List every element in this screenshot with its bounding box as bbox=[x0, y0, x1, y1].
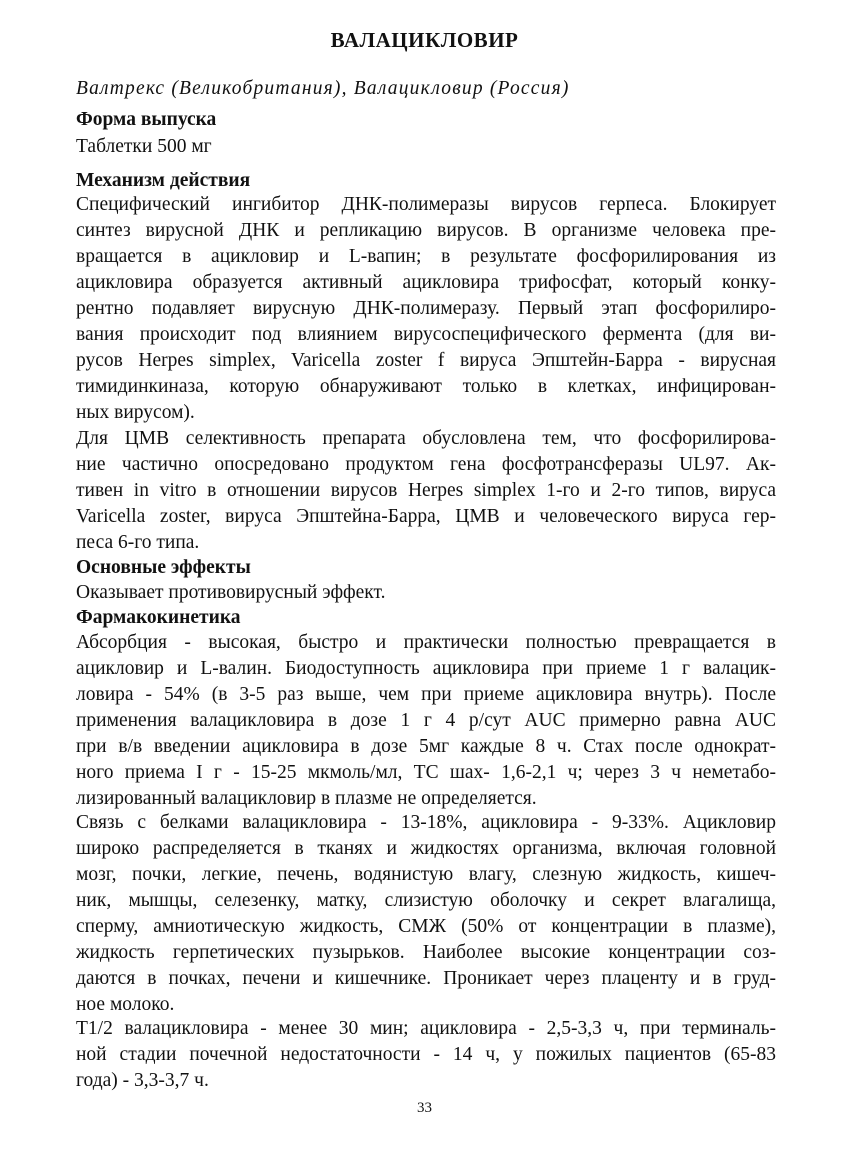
cmv-line: ние частично опосредовано продуктом гена фосфотрансферазы UL97. Ак- bbox=[76, 454, 776, 475]
pk-line: широко распределяется в тканях и жидкостях организма, включая головной bbox=[76, 838, 776, 859]
mechanism-line: синтез вирусной ДНК и репликацию вирусов. В организме человека пре- bbox=[76, 220, 776, 241]
mechanism-line: тимидинкиназа, которую обнаруживают только в клетках, инфицирован- bbox=[76, 376, 776, 397]
pk-line: жидкость герпетических пузырьков. Наиболее высокие концентрации соз- bbox=[76, 942, 776, 963]
cmv-line: песа 6-го типа. bbox=[76, 532, 200, 553]
pk-line: мозг, почки, легкие, печень, водянистую влагу, слезную жидкость, кишеч- bbox=[76, 864, 776, 885]
pharmacokinetics-heading: Фармакокинетика bbox=[76, 607, 241, 628]
mechanism-line: ных вирусом). bbox=[76, 402, 195, 423]
pk-line: ное молоко. bbox=[76, 994, 175, 1015]
effects-heading: Основные эффекты bbox=[76, 557, 251, 578]
pk-line: ацикловир и L-валин. Биодоступность ацикловира при приеме 1 г валацик- bbox=[76, 658, 776, 679]
pk-line: ной стадии почечной недостаточности - 14 ч, у пожилых пациентов (65-83 bbox=[76, 1044, 776, 1065]
pk-line: Т1/2 валацикловира - менее 30 мин; ацикловира - 2,5-3,3 ч, при терминаль- bbox=[76, 1018, 776, 1039]
cmv-line: Varicella zoster, вируса Эпштейна-Барра, ЦМВ и человеческого вируса гер- bbox=[76, 506, 776, 527]
pk-line: лизированный валацикловир в плазме не определяется. bbox=[76, 788, 537, 809]
pk-line: ловира - 54% (в 3-5 раз выше, чем при приеме ацикловира внутрь). После bbox=[76, 684, 776, 705]
pk-line: применения валацикловира в дозе 1 г 4 р/сут AUC примерно равна AUC bbox=[76, 710, 776, 731]
effects-text: Оказывает противовирусный эффект. bbox=[76, 582, 386, 603]
mechanism-line: ацикловира образуется активный ацикловира трифосфат, который конку- bbox=[76, 272, 776, 293]
mechanism-line: русов Herpes simplex, Varicella zoster f вируса Эпштейн-Барра - вирусная bbox=[76, 350, 776, 371]
pk-line: сперму, амниотическую жидкость, СМЖ (50% от концентрации в плазме), bbox=[76, 916, 776, 937]
mechanism-line: вания происходит под влиянием вирусоспецифического фермента (для ви- bbox=[76, 324, 776, 345]
pk-line: ного приема I г - 15-25 мкмоль/мл, ТС шах- 1,6-2,1 ч; через 3 ч неметабо- bbox=[76, 762, 776, 783]
pk-line: Абсорбция - высокая, быстро и практически полностью превращается в bbox=[76, 632, 776, 653]
page-number: 33 bbox=[417, 1100, 432, 1116]
mechanism-heading: Механизм действия bbox=[76, 170, 251, 191]
mechanism-line: вращается в ацикловир и L-вапин; в результате фосфорилирования из bbox=[76, 246, 776, 267]
pk-line: при в/в введении ацикловира в дозе 5мг каждые 8 ч. Стах после однократ- bbox=[76, 736, 776, 757]
form-heading: Форма выпуска bbox=[76, 109, 217, 130]
page-title: ВАЛАЦИКЛОВИР bbox=[330, 28, 519, 52]
pk-line: Связь с белками валацикловира - 13-18%, ацикловира - 9-33%. Ацикловир bbox=[76, 812, 776, 833]
mechanism-line: рентно подавляет вирусную ДНК-полимеразу. Первый этап фосфорилиро- bbox=[76, 298, 776, 319]
mechanism-line: Специфический ингибитор ДНК-полимеразы вирусов герпеса. Блокирует bbox=[76, 194, 776, 215]
cmv-line: тивен in vitro в отношении вирусов Herpes simplex 1-го и 2-го типов, вируса bbox=[76, 480, 776, 501]
pk-line: даются в почках, печени и кишечнике. Проникает через плаценту и в груд- bbox=[76, 968, 776, 989]
cmv-line: Для ЦМВ селективность препарата обусловлена тем, что фосфорилирова- bbox=[76, 428, 776, 449]
pk-line: года) - 3,3-3,7 ч. bbox=[76, 1070, 209, 1091]
form-text: Таблетки 500 мг bbox=[76, 136, 212, 157]
pk-line: ник, мышцы, селезенку, матку, слизистую оболочку и секрет влагалища, bbox=[76, 890, 776, 911]
trade-names: Валтрекс (Великобритания), Валацикловир (Россия) bbox=[76, 78, 570, 99]
